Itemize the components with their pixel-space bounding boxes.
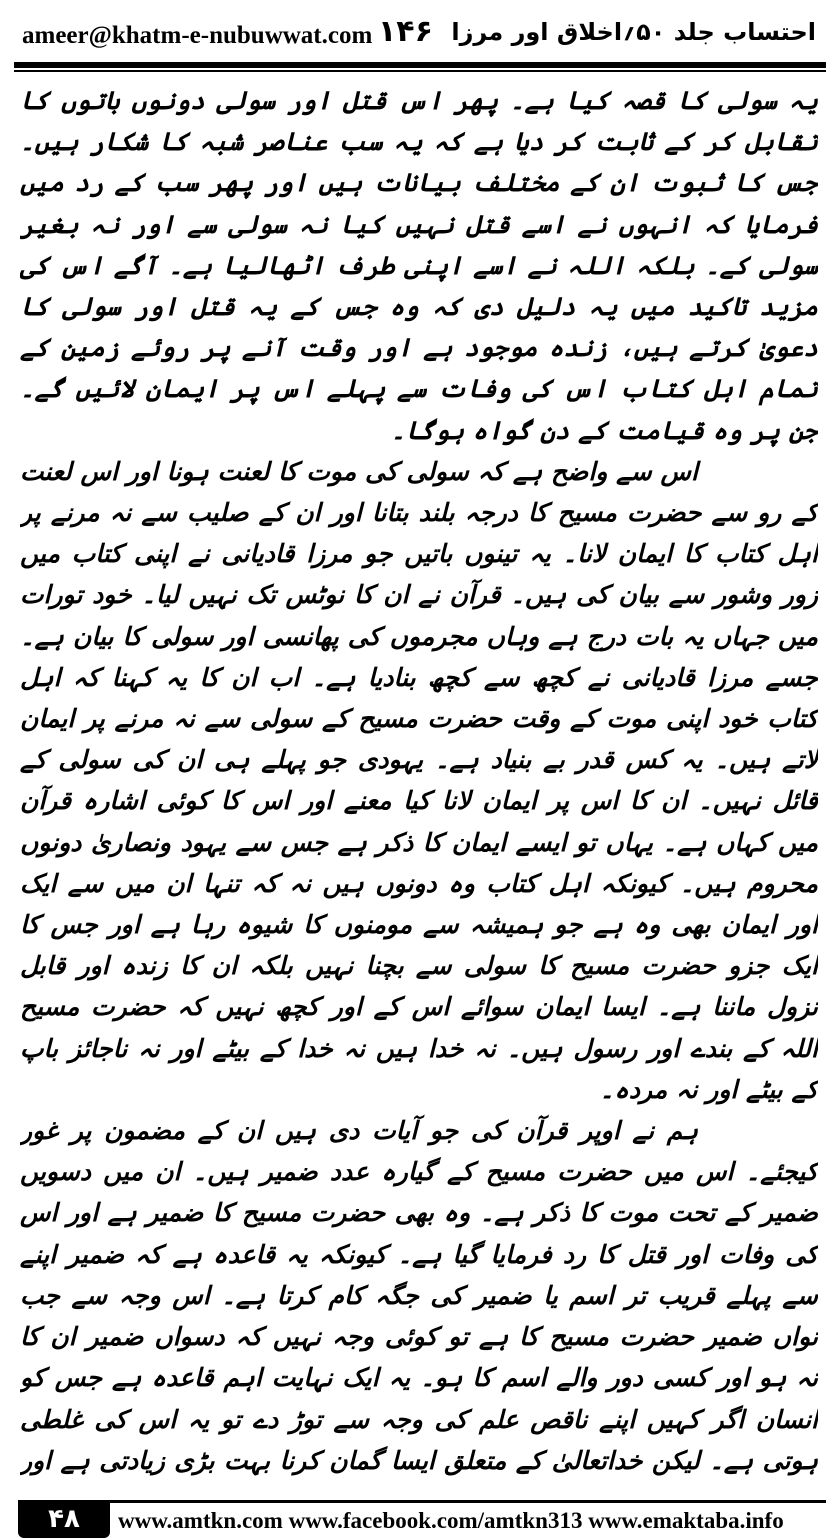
page-footer [0, 1500, 840, 1540]
footer-links: www.amtkn.com www.facebook.com/amtkn313 www.emaktaba.info [118, 1508, 784, 1533]
running-title: احتساب جلد ۵۰؍اخلاق اور مرزا [451, 18, 816, 46]
paragraph-3: ہم نے اوپر قرآن کی جو آیات دی ہیں ان کے مضمون پر غور کیجئے۔ اس میں حضرت مسیح کے گیارہ عدد ضمیر ہیں۔ ان میں دسویں ضمیر کے تحت موت کا ذکر ہے۔ وہ بھی حضرت مسیح کا ضمیر ہے اور اس کی وفات اور قتل کا رد فرمایا گیا ہے۔ کیونکہ یہ قاعدہ ہے کہ ضمیر اپنے سے پہلے قریب تر اسم یا ضمیر کی جگہ کام کرتا ہے۔ اس وجہ سے جب نواں ضمیر حضرت مسیح کا ہے تو کوئی وجہ نہیں کہ دسواں ضمیر ان کا نہ ہو اور کسی دور والے اسم کا ہو۔ یہ ایک نہایت اہم قاعدہ ہے جس کو انسان اگر کہیں اپنے ناقص علم کی وجہ سے توڑ دے تو یہ اس کی غلطی ہوتی ہے۔ لیکن خداتعالیٰ کے متعلق ایسا گمان کرنا بہت بڑی زیادتی ہے اور [20, 1116, 818, 1475]
paragraph-2: اس سے واضح ہے کہ سولی کی موت کا لعنت ہونا اور اس لعنت کے رو سے حضرت مسیح کا درجہ بلند بتانا اور ان کے صلیب سے نہ مرنے پر اہل کتاب کا ایمان لانا۔ یہ تینوں باتیں جو مرزا قادیانی نے اپنی کتاب میں زور وشور سے بیان کی ہیں۔ قرآن نے ان کا نوٹس تک نہیں لیا۔ خود تورات میں جہاں یہ بات درج ہے وہاں مجرموں کی پھانسی اور سولی کا بیان ہے۔ جسے مرزا قادیانی نے کچھ سے کچھ بنادیا ہے۔ اب ان کا یہ کہنا کہ اہل کتاب خود اپنی موت کے وقت حضرت مسیح کے سولی سے نہ مرنے پر ایمان لاتے ہیں۔ یہ کس قدر بے بنیاد ہے۔ یہودی جو پہلے ہی ان کی سولی کے قائل نہیں۔ ان کا اس پر ایمان لانا کیا معنے اور اس کا کوئی اشارہ قرآن میں کہاں ہے۔ یہاں تو ایسے ایمان کا ذکر ہے جس سے یہود ونصاریٰ دونوں محروم ہیں۔ کیونکہ اہل کتاب وہ دونوں ہیں نہ کہ تنہا ان میں سے ایک اور ایمان بھی وہ ہے جو ہمیشہ سے مومنوں کا شیوہ رہا ہے اور جس کا ایک جزو حضرت مسیح کا سولی سے بچنا نہیں بلکہ ان کا زندہ اور قابل نزول ماننا ہے۔ ایسا ایمان سوائے اس کے اور کچھ نہیں کہ حضرت مسیح اللہ کے بندے اور رسول ہیں۔ نہ خدا ہیں نہ خدا کے بیٹے اور نہ ناجائز باپ کے بیٹے اور نہ مردہ۔ [20, 456, 818, 1104]
header-rule-thick [14, 62, 826, 68]
footer-rule [110, 1500, 826, 1503]
body-text [20, 80, 818, 1486]
header-page-number: ۱۴۶ [378, 14, 433, 49]
header-email: ameer@khatm-e-nubuwwat.com [22, 22, 373, 49]
footer-page-tag: ۴۸ [18, 1500, 110, 1538]
paragraph-1: یہ سولی کا قصہ کیا ہے۔ پھر اس قتل اور سولی دونوں باتوں کا تقابل کر کے ثابت کر دیا ہے کہ یہ سب عناصر شبہ کا شکار ہیں۔ جس کا ثبوت ان کے مختلف بیانات ہیں اور پھر سب کے رد میں فرمایا کہ انہوں نے اسے قتل نہیں کیا نہ سولی سے اور نہ بغیر سولی کے۔ بلکہ اللہ نے اسے اپنی طرف اٹھالیا ہے۔ آگے اس کی مزید تاکید میں یہ دلیل دی کہ وہ جس کے یہ قتل اور سولی کا دعویٰ کرتے ہیں، زندہ موجود ہے اور وقت آنے پر روئے زمین کے تمام اہل کتاب اس کی وفات سے پہلے اس پر ایمان لائیں گے۔ جن پر وہ قیامت کے دن گواہ ہوگا۔ [20, 86, 818, 445]
header-rule-thin [14, 70, 826, 72]
